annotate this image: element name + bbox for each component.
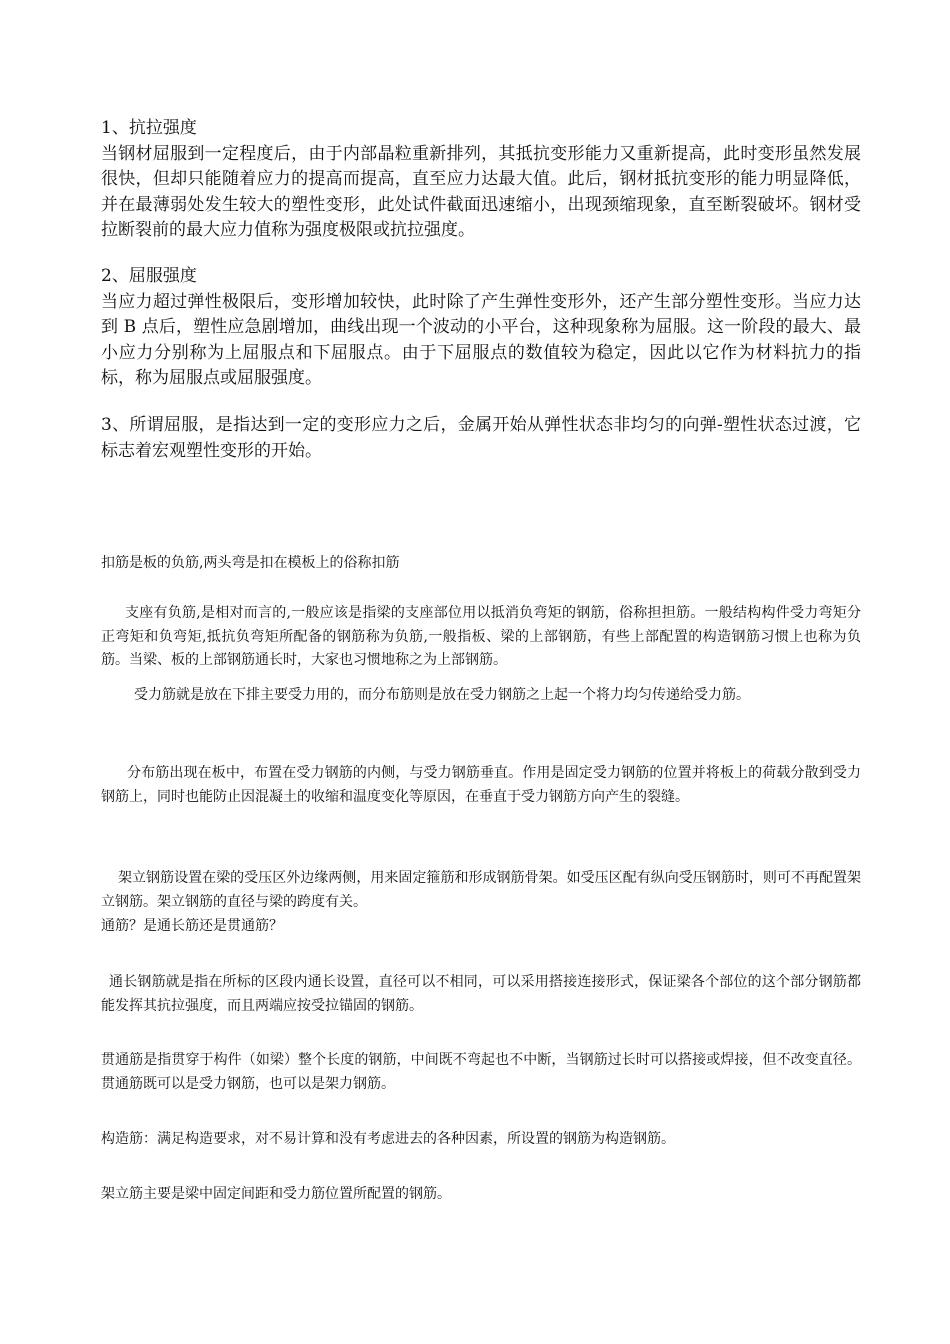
note-jia-li-jin: 架立钢筋设置在梁的受压区外边缘两侧，用来固定箍筋和形成钢筋骨架。如受压区配有纵向受压钢筋时，则可不再配置架立钢筋。架立钢筋的直径与梁的跨度有关。 bbox=[101, 870, 861, 910]
section-paragraph: 当钢材屈服到一定程度后，由于内部晶粒重新排列，其抵抗变形能力又重新提高，此时变形虽然发展很快，但却只能随着应力的提高而提高，直至应力达最大值。此后，钢材抵抗变形的能力明显降低，并在最薄弱处发生较大的塑性变形，此处试件截面迅速缩小，出现颈缩现象，直至断裂破坏。钢材受拉断裂前的最大应力值称为强度极限或抗拉强度。 bbox=[101, 143, 861, 241]
note-tong-chang-jin: 通长钢筋就是指在所标的区段内通长设置，直径可以不相同，可以采用搭接连接形式，保证梁各个部位的这个部分钢筋都能发挥其抗拉强度，而且两端应按受拉锚固的钢筋。 bbox=[101, 974, 861, 1014]
note-jia-li-jin-2: 架立筋主要是梁中固定间距和受力筋位置所配置的钢筋。 bbox=[101, 1186, 451, 1202]
note-fen-bu-jin: 分布筋出现在板中，布置在受力钢筋的内侧，与受力钢筋垂直。作用是固定受力钢筋的位置并将板上的荷载分散到受力钢筋上，同时也能防止因混凝土的收缩和温度变化等原因，在垂直于受力钢筋方向产生的裂缝。 bbox=[101, 765, 861, 805]
section-yield-strength bbox=[101, 264, 861, 392]
note-guan-tong-jin: 贯通筋是指贯穿于构件（如梁）整个长度的钢筋，中间既不弯起也不中断，当钢筋过长时可以搭接或焊接，但不改变直径。贯通筋既可以是受力钢筋，也可以是架力钢筋。 bbox=[101, 1052, 861, 1092]
section-heading: 1、抗拉强度 bbox=[101, 118, 197, 138]
section-paragraph: 当应力超过弹性极限后，变形增加较快，此时除了产生弹性变形外，还产生部分塑性变形。当应力达到 B 点后，塑性应急剧增加，曲线出现一个波动的小平台，这种现象称为屈服。这一阶段的最大、最小应力分别称为上屈服点和下屈服点。由于下屈服点的数值较为稳定，因此以它作为材料抗力的指标，称为屈服点或屈服强度。 bbox=[101, 291, 861, 389]
section-yielding-definition bbox=[101, 413, 861, 464]
note-tong-jin-question: 通筋？是通长筋还是贯通筋？ bbox=[101, 918, 283, 934]
note-gou-zao-jin: 构造筋：满足构造要求，对不易计算和没有考虑进去的各种因素，所设置的钢筋为构造钢筋。 bbox=[101, 1131, 675, 1147]
section-tensile-strength bbox=[101, 116, 861, 244]
note-kou-jin: 扣筋是板的负筋,两头弯是扣在模板上的俗称扣筋 bbox=[101, 555, 400, 571]
note-fu-jin: 支座有负筋,是相对而言的,一般应该是指梁的支座部位用以抵消负弯矩的钢筋，俗称担担筋。一般结构构件受力弯矩分正弯矩和负弯矩,抵抗负弯矩所配备的钢筋称为负筋,一般指板、梁的上部钢筋，有些上部配置的构造钢筋习惯上也称为负筋。当梁、板的上部钢筋通长时，大家也习惯地称之为上部钢筋。 bbox=[101, 605, 861, 669]
section-heading: 2、屈服强度 bbox=[101, 266, 197, 286]
note-shou-li-jin: 受力筋就是放在下排主要受力用的，而分布筋则是放在受力钢筋之上起一个将力均匀传递给受力筋。 bbox=[134, 687, 750, 703]
section-paragraph: 3、所谓屈服，是指达到一定的变形应力之后，金属开始从弹性状态非均匀的向弹-塑性状态过渡，它标志着宏观塑性变形的开始。 bbox=[101, 415, 861, 461]
